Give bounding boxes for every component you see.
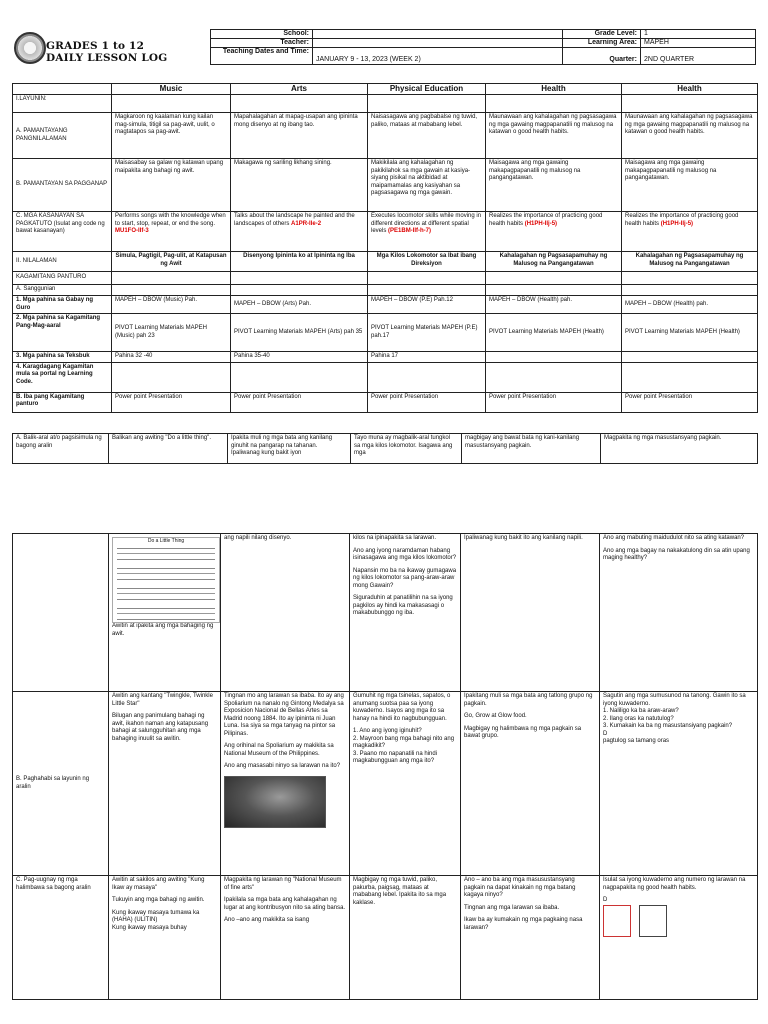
deped-seal-icon [14, 32, 46, 64]
pe-c-text: Magbigay ng mga tuwid, paliko, pakurba, paigsag, mataas at mababang lebel. Ipakita ito sa mga kaklase. [353, 877, 447, 906]
music-c-text: Kung ikaway masaya buhay [112, 924, 187, 931]
song-caption: Awitin at ipakita ang mga bahaging ng awit. [112, 623, 214, 637]
health2-cont-cell [600, 534, 758, 692]
title-line-2: DAILY LESSON LOG [46, 52, 168, 64]
kasanayan-text: Executes locomotor skills while moving in different directions at different spatial levels [371, 213, 482, 234]
gabay-label: 1. Mga pahina sa Gabay ng Guro [13, 296, 112, 314]
kasanayan-cell [231, 212, 368, 252]
pe-b-cell [350, 692, 461, 876]
pag-uugnay-label: C. Pag-uugnay ng mga halimbawa sa bagong aralin [13, 876, 109, 1000]
balik-aral-cell: magbigay ang bawat bata ng kani-kanilang masustansyang pagkain. [462, 434, 601, 464]
health2-b-text: 3. Kumakain ka ba ng masustansiyang pagkain? [603, 723, 733, 729]
gabay-cell: MAPEH – DBOW (P.E) Pah.12 [368, 296, 486, 314]
gabay-cell: MAPEH – DBOW (Arts) Pah. [231, 296, 368, 314]
pagganap-label: B. PAMANTAYAN SA PAGGANAP [13, 159, 112, 212]
kagamitan-label: KAGAMITANG PANTURO [13, 272, 112, 285]
balik-aral-cell: Magpakita ng mga masustansyang pagkain. [601, 434, 758, 464]
music-c-text: Tukuyin ang mga bahagi ng awitin. [112, 897, 205, 903]
arts-b-text: Tingnan mo ang larawan sa ibaba. Ito ay ang Spoliarium na nanalo ng Gintong Medalya sa Exposicion Nacional de Bellas Artes sa Madrid noong 1884. Ito ay ipininta ni Juan Luna. Isa siya sa mga tanyag na pintor sa Pilipinas. [224, 693, 344, 737]
sanggunian-label: A. Sanggunian [13, 285, 112, 296]
health-c-text: Ano – ano ba ang mga masusustansyang pagkain na dapat kinakain ng mga batang kagaya ninyo? [464, 877, 576, 898]
pe-text: Ano ang iyong naramdaman habang isinasagawa ang mga kilos lokomotor? [353, 547, 457, 561]
music-b-cell [109, 692, 221, 876]
gabay-cell: MAPEH – DBOW (Music) Pah. [112, 296, 231, 314]
health-b-text: Go, Grow at Glow food. [464, 713, 527, 719]
col-pe: Physical Education [368, 84, 486, 95]
kasanayan-label: C. MGA KASANAYAN SA PAGKATUTO (Isulat ang code ng bawat kasanayan) [13, 212, 112, 252]
health2-b-cell [600, 692, 758, 876]
kagamitang-cell: PIVOT Learning Materials MAPEH (Arts) pah 35 [231, 314, 368, 352]
health-b-text: Magbigay ng halimbawa ng mga pagkain sa bawat grupo. [464, 725, 582, 739]
music-b-text: Bilugan ang panimulang bahagi ng awit, ikahon naman ang katapusang bahagi at salungguhitan ang mga bahaging inuulit sa awitin. [112, 713, 209, 742]
procedure-table-bottom [12, 533, 758, 1000]
grade-value: 1 [641, 30, 756, 39]
dates-label: Teaching Dates and Time: [211, 48, 313, 65]
pamantayang-cell: Naisasagawa ang pagbabalse ng tuwid, paliko, mataas at mababang lebel. [368, 113, 486, 159]
health2-c-cell [600, 876, 758, 1000]
song-title: Do a Little Thing [147, 538, 185, 544]
grade-label: Grade Level: [563, 30, 641, 39]
iba-label: B. Iba pang Kagamitang panturo [13, 392, 112, 412]
health2-c-text: Isulat sa iyong kuwaderno ang numero ng larawan na nagpapakita ng good health habits. [603, 877, 746, 891]
pamantayang-label: A. PAMANTAYANG PANGNILALAMAN [13, 113, 112, 159]
kagamitang-cell: PIVOT Learning Materials MAPEH (P.E) pah.17 [368, 314, 486, 352]
arts-cont-cell: ang napili nilang disenyo. [221, 534, 350, 692]
iba-cell: Power point Presentation [368, 392, 486, 412]
balik-aral-cell: Tayo muna ay magbalik-aral tungkol sa mga kilos lokomotor. Isagawa ang mga [351, 434, 462, 464]
quarter-label: Quarter: [563, 48, 641, 65]
staff-line [117, 608, 215, 620]
arts-c-text: Ipakilala sa mga bata ang kahalagahan ng lugar at ang kontribusyon nito sa ating bansa. [224, 897, 346, 911]
pagganap-cell: Makagawa ng sariling likhang sining. [231, 159, 368, 212]
col-health: Health [486, 84, 622, 95]
teksbuk-label: 3. Mga pahina sa Teksbuk [13, 352, 112, 363]
nilalaman-cell: Mga Kilos Lokomotor sa Ibat ibang Direksiyon [368, 252, 486, 272]
iba-cell: Power point Presentation [112, 392, 231, 412]
teksbuk-cell [486, 352, 622, 363]
staff-line [117, 548, 215, 560]
kasanayan-cell [112, 212, 231, 252]
teksbuk-cell: Pahina 35-40 [231, 352, 368, 363]
competency-code: (PE1BM-IIf-h-7) [388, 228, 432, 234]
pamantayang-cell: Magkaroon ng kaalaman kung kailan mag-simula, titigil sa pag-awit, uulit, o magtatapos sa pag-awit. [112, 113, 231, 159]
staff-line [117, 568, 215, 580]
nilalaman-cell: Simula, Pagtigil, Pag-ulit, at Katapusan ng Awit [112, 252, 231, 272]
kasanayan-cell [622, 212, 758, 252]
balik-aral-label: A. Balik-aral at/o pagsisimula ng bagong aralin [13, 434, 109, 464]
pamantayang-cell: Mapahalagahan at mapag-usapan ang ipininta mong disenyo at ng ibang tao. [231, 113, 368, 159]
balik-aral-cell: Balikan ang awiting "Do a little thing". [109, 434, 228, 464]
health2-b-text: 1. Naliligo ka ba araw-araw? [603, 708, 679, 714]
pe-text: kilos na ipinapakita sa larawan. [353, 535, 437, 541]
iba-cell: Power point Presentation [622, 392, 758, 412]
kasanayan-cell [486, 212, 622, 252]
pe-text: Siguraduhin at panatilihin na sa iyong pagkilos ay hindi ka makasasagi o makabubunggo ng iba. [353, 595, 453, 616]
arts-b-text: Ang orihinal na Spoliarium ay makikita sa National Museum of the Philippines. [224, 743, 334, 757]
col-music: Music [112, 84, 231, 95]
health-b-text: Ipakitang muli sa mga bata ang tatlong grupo ng pagkain. [464, 693, 593, 707]
pe-b-text: 3. Paano mo napanatili na hindi magkabungguan ang mga ito? [353, 750, 438, 764]
sleeping-child-image [603, 905, 631, 937]
gabay-cell: MAPEH – DBOW (Health) pah. [486, 296, 622, 314]
arts-c-text: Ano –ano ang makikita sa isang [224, 917, 310, 923]
pamantayang-cell: Maunawaan ang kahalagahan ng pagsasagawa ng mga gawaing magpapanatili ng malusog na katawan o good health habits. [486, 113, 622, 159]
nilalaman-label: II. NILALAMAN [13, 252, 112, 272]
music-b-text: Awitin ang kantang "Twingkle, Twinkle Little Star" [112, 693, 213, 707]
health-c-text: Tingnan ang mga larawan sa ibaba. [464, 904, 560, 911]
document-title [46, 40, 167, 64]
arts-b-text: Ano ang masasabi ninyo sa larawan na ito? [224, 763, 341, 769]
teksbuk-cell: Pahina 17 [368, 352, 486, 363]
pagganap-cell: Makikilala ang kahalagahan ng pakikilahok sa mga gawain at kasiya-siyang pisikal na aktibidad at maipamamalas ang kasiyahan sa pagsasagawa ng mga gawain. [368, 159, 486, 212]
area-value: MAPEH [641, 39, 756, 48]
pamantayang-cell: Maunawaan ang kahalagahan ng pagsasagawa ng mga gawaing magpapanatili ng malusog na katawan o good health habits. [622, 113, 758, 159]
health-c-text: Ikaw ba ay kumakain ng mga pagkaing nasa larawan? [464, 917, 583, 931]
kasanayan-cell [368, 212, 486, 252]
music-c-text: Kung ikaway masaya tumawa ka (HAHA) (ULITIN) [112, 909, 200, 923]
competency-code: (H1PH-IIj-5) [660, 220, 694, 227]
objectives-table [12, 83, 758, 413]
iba-cell: Power point Presentation [486, 392, 622, 412]
pagganap-cell: Maisasabay sa galaw ng katawan upang maipakita ang bahagi ng awit. [112, 159, 231, 212]
nilalaman-cell: Kahalagahan ng Pagsasapamuhay ng Malusog na Pangangatawan [486, 252, 622, 272]
kagamitang-cell: PIVOT Learning Materials MAPEH (Health) [486, 314, 622, 352]
teacher-value [313, 39, 563, 48]
music-sheet-image [112, 537, 220, 623]
header-info-table [210, 29, 756, 65]
pe-cont-cell [350, 534, 461, 692]
competency-code: A1PR-IIe-2 [291, 220, 322, 227]
health2-b-text: pagtulog sa tamang oras [603, 738, 670, 744]
kagamitang-label: 2. Mga pahina sa Kagamitang Pang-Mag-aaral [13, 314, 112, 352]
arts-c-text: Magpakita ng larawan ng "National Museum of fine arts" [224, 877, 342, 891]
music-c-cell [109, 876, 221, 1000]
karagdagang-label: 4. Karagdagang Kagamitan mula sa portal ng Learning Code. [13, 362, 112, 392]
pe-text: Napansin mo ba na ikaway gumagawa ng kilos lokomotor sa pang-araw-araw mong Gawain? [353, 567, 457, 589]
teacher-label: Teacher: [211, 39, 313, 48]
school-label: School: [211, 30, 313, 39]
col-arts: Arts [231, 84, 368, 95]
quarter-value: 2ND QUARTER [641, 48, 756, 65]
health2-b-text: 2. Ilang oras ka natutulog? [603, 715, 674, 722]
competency-code: (H1PH-IIj-5) [524, 220, 558, 227]
kagamitang-cell: PIVOT Learning Materials MAPEH (Health) [622, 314, 758, 352]
spoliarium-painting-image [224, 776, 326, 828]
pagganap-cell: Maisagawa ang mga gawaing makapagpapanatili ng malusog na pangangatawan. [486, 159, 622, 212]
kasanayan-text: Talks about the landscape he painted and the landscapes of others [234, 213, 355, 227]
pe-c-cell [350, 876, 461, 1000]
area-label: Learning Area: [563, 39, 641, 48]
health-text: Ano ang mabuting maidudulot nito sa ating katawan? [603, 535, 745, 541]
health2-b-text: D [603, 730, 608, 737]
gabay-cell: MAPEH – DBOW (Health) pah. [622, 296, 758, 314]
pagganap-cell: Maisagawa ang mga gawaing makapagpapanatili ng malusog na pangangatawan. [622, 159, 758, 212]
music-c-text: Awitin at sakilos ang awiting "Kung Ikaw ay masaya" [112, 877, 205, 891]
layunin-label: I.LAYUNIN: [13, 95, 112, 113]
pe-b-text: 1. Ano ang iyong iginuhit? [353, 728, 422, 734]
balik-aral-cell: Ipakita muli ng mga bata ang kanilang ginuhit na pangarap na tahanan. Ipaliwanag kung bakit iyon [228, 434, 351, 464]
corner-cell [13, 84, 112, 95]
paghahabi-label: B. Paghahabi sa layunin ng aralin [13, 692, 109, 876]
title-line-1: GRADES 1 to 12 [46, 40, 145, 52]
health2-b-text: Sagutin ang mga sumusunod na tanong. Gawin ito sa iyong kuwaderno. [603, 693, 746, 707]
teksbuk-cell: Pahina 32 -40 [112, 352, 231, 363]
kasanayan-text: Realizes the importance of practicing good health habits [489, 213, 603, 227]
procedure-table-top [12, 433, 758, 464]
health-text: Ano ang mga bagay na nakakatulong din sa atin upang maging healthy? [603, 547, 750, 561]
kasanayan-text: Realizes the importance of practicing good health habits [625, 213, 739, 227]
health-c-cell [461, 876, 600, 1000]
staff-line [117, 588, 215, 600]
health-habits-pictures [603, 897, 754, 940]
arts-c-cell [221, 876, 350, 1000]
health-cont-cell: Ipaliwanag kung bakit ito ang kanilang napili. [461, 534, 600, 692]
teksbuk-cell [622, 352, 758, 363]
nilalaman-cell: Disenyong Ipininta ko at Ipininta ng Iba [231, 252, 368, 272]
health-b-cell [461, 692, 600, 876]
pe-b-text: 2. Mayroon bang mga bahagi nito ang magkadikit? [353, 735, 455, 749]
kagamitang-cell: PIVOT Learning Materials MAPEH (Music) pah 23 [112, 314, 231, 352]
picture-letter: D [603, 897, 608, 903]
pe-b-text: Gumuhit ng mga tsinelas, sapatos, o anumang suotsa paa sa iyong kuwaderno. Isayos ang mga ito sa hanay na hindi ito nagbubungguan. [353, 693, 451, 722]
arts-b-cell [221, 692, 350, 876]
nilalaman-cell: Kahalagahan ng Pagsasapamuhay ng Malusog na Pangangatawan [622, 252, 758, 272]
dates-value: JANUARY 9 - 13, 2023 (WEEK 2) [313, 48, 563, 65]
music-sheet-cell [109, 534, 221, 692]
kasanayan-text: Performs songs with the knowledge when to start, stop, repeat, or end the song. [115, 213, 226, 227]
bathing-child-image [639, 905, 667, 937]
col-health-2: Health [622, 84, 758, 95]
competency-code: MU1FO-IIf-3 [115, 228, 149, 234]
iba-cell: Power point Presentation [231, 392, 368, 412]
school-value [313, 30, 563, 39]
